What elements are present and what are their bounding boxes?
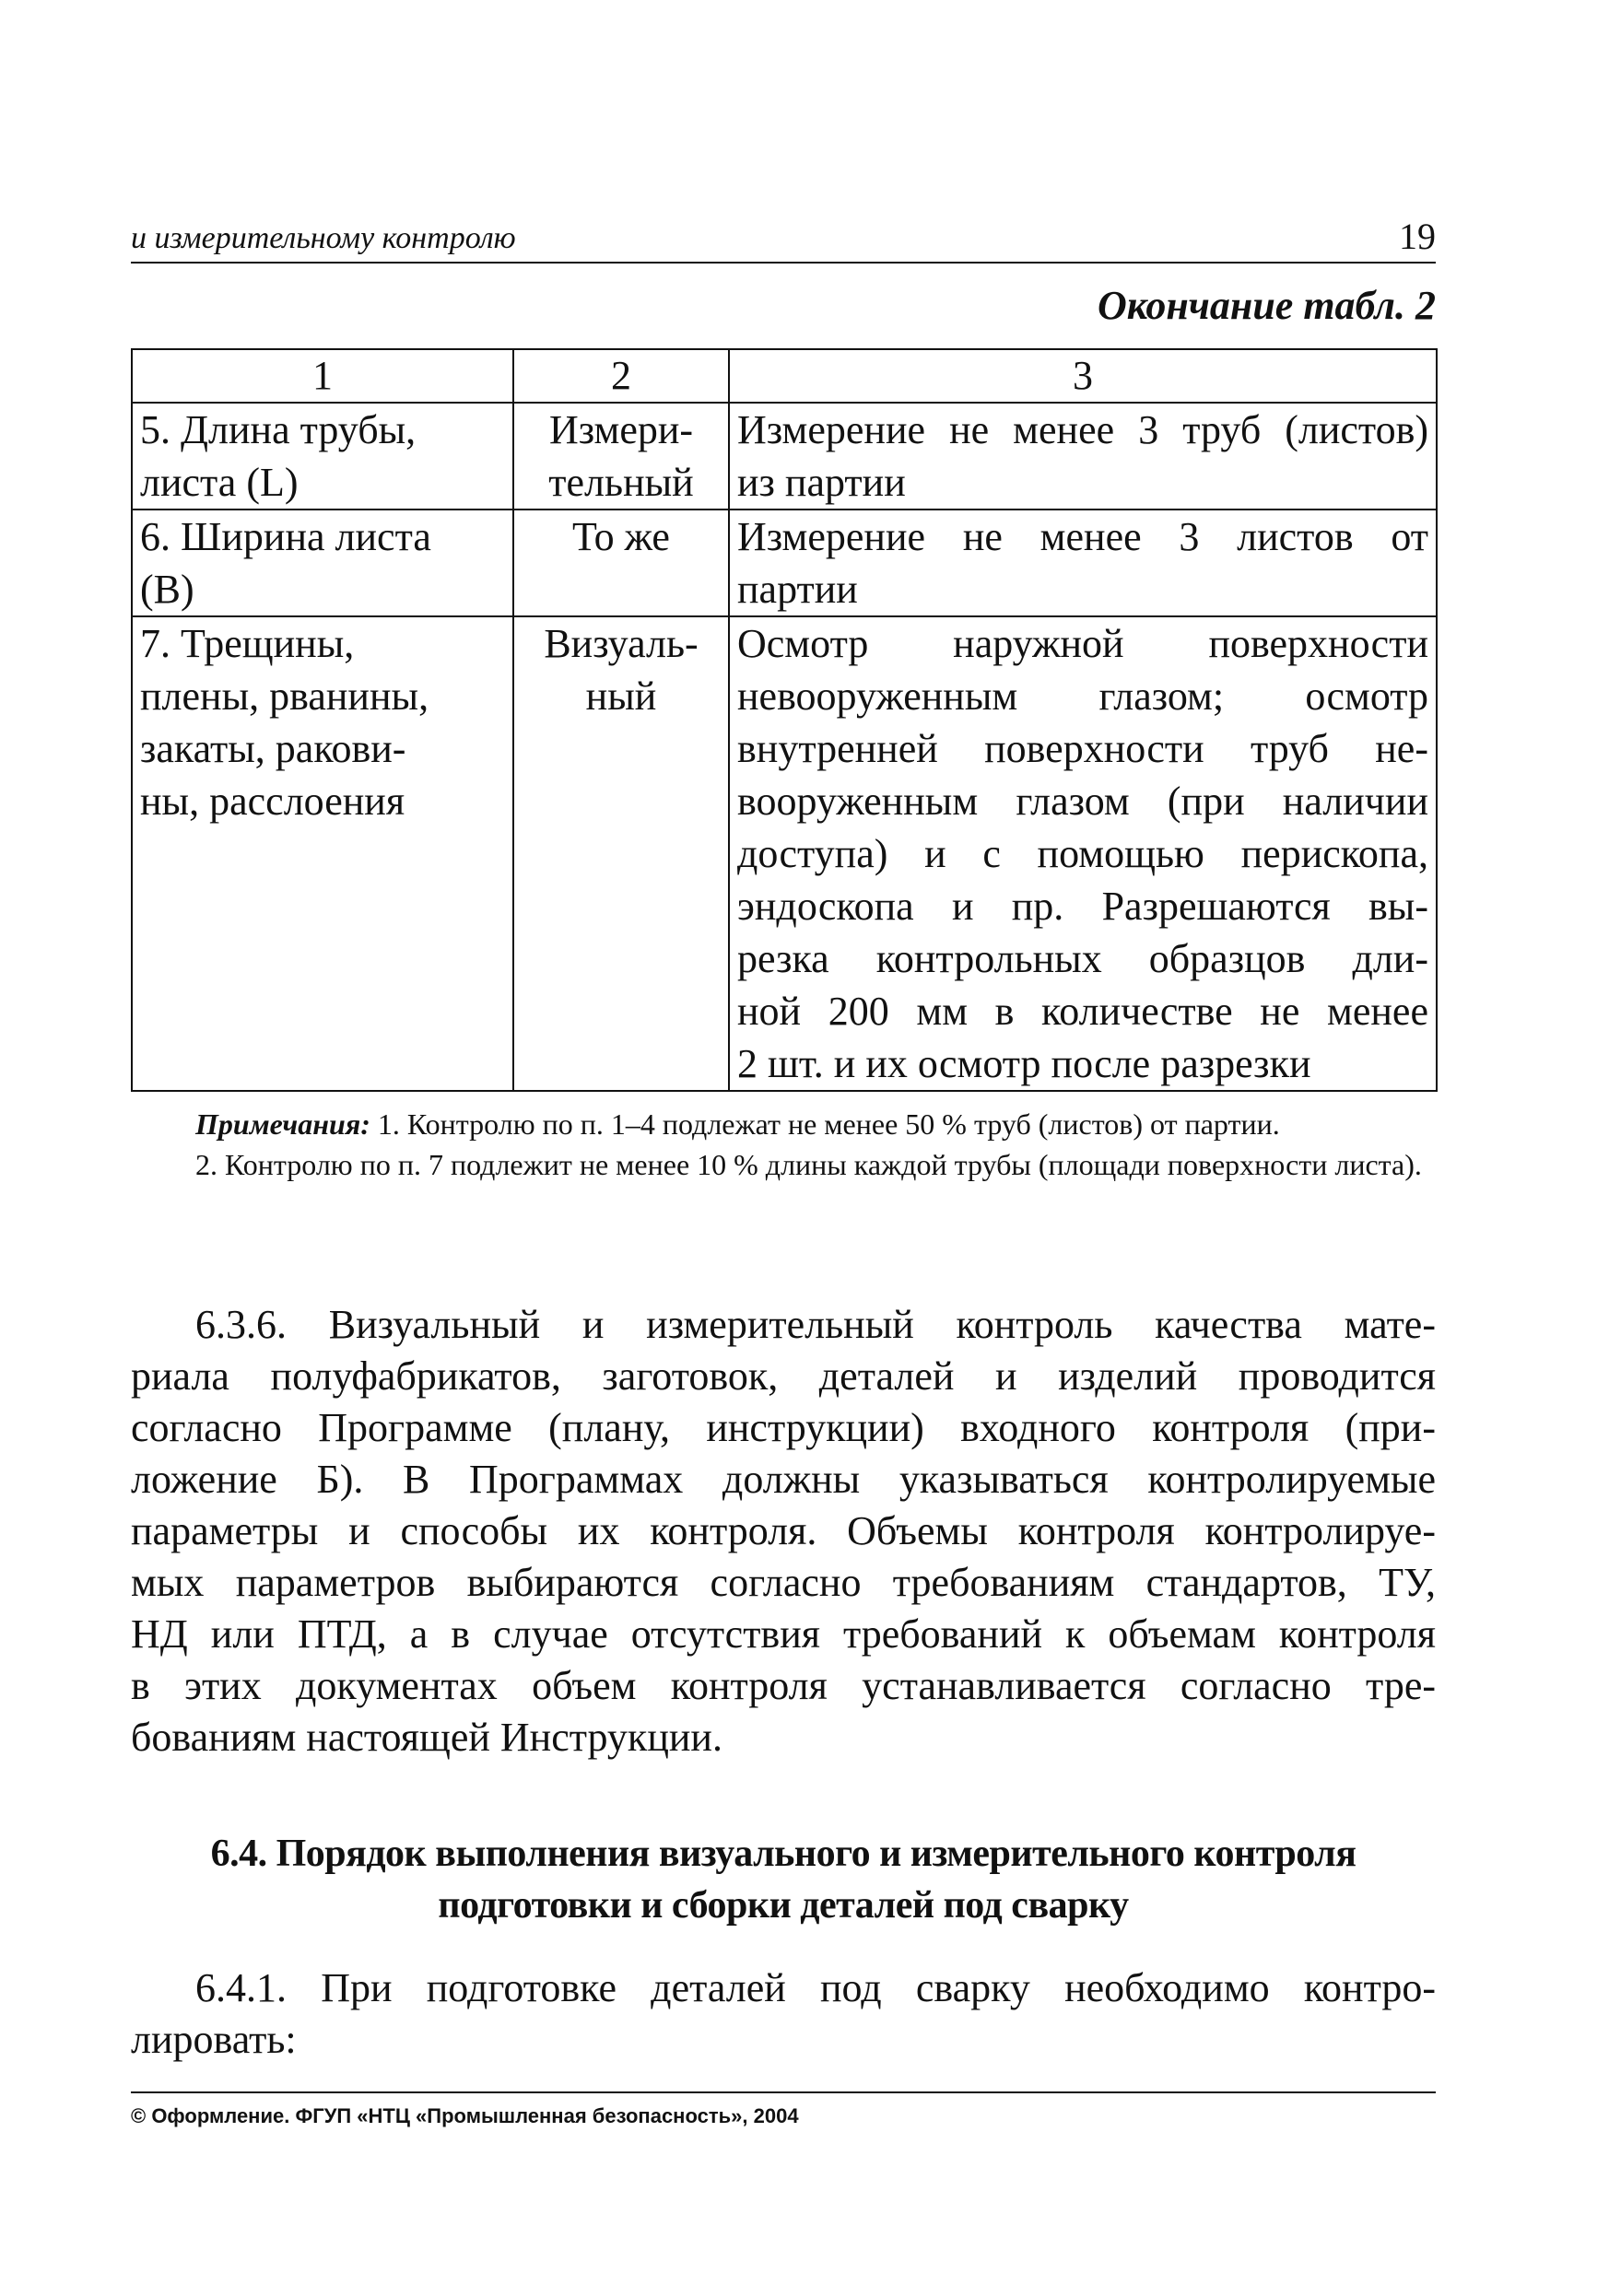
table-notes bbox=[131, 1104, 1436, 1185]
paragraph-line: мых параметров выбираются согласно требованиям стандартов, ТУ, bbox=[131, 1560, 1436, 1605]
page-number: 19 bbox=[1399, 216, 1436, 257]
paragraph-line: согласно Программе (плану, инструкции) входного контроля (при- bbox=[131, 1405, 1436, 1450]
paragraph-line: 6.3.6. Визуальный и измерительный контроль качества мате- bbox=[195, 1302, 1436, 1347]
cell-line: Визуаль- bbox=[544, 621, 699, 666]
parameter-cell bbox=[132, 403, 513, 510]
table-header-row bbox=[132, 349, 1437, 403]
section-heading-6-4 bbox=[131, 1828, 1436, 1931]
cell-line: доступа) и с помощью перископа, bbox=[737, 831, 1428, 876]
cell-line: эндоскопа и пр. Разрешаются вы- bbox=[737, 884, 1428, 929]
cell-line: внутренней поверхности труб не- bbox=[737, 726, 1428, 771]
method-cell bbox=[513, 510, 729, 616]
note-2: 2. Контролю по п. 7 подлежит не менее 10 % длины каждой трубы (площади поверхности листа). bbox=[195, 1148, 1422, 1181]
notes-label: Примечания: bbox=[195, 1107, 370, 1141]
control-table bbox=[131, 348, 1438, 1092]
cell-line: 6. Ширина листа bbox=[140, 514, 431, 559]
cell-line: (B) bbox=[140, 567, 194, 612]
column-number-2: 2 bbox=[513, 349, 729, 403]
cell-line: партии bbox=[737, 567, 858, 612]
cell-line: невооруженным глазом; осмотр bbox=[737, 674, 1428, 719]
method-cell bbox=[513, 616, 729, 1091]
paragraph-line: риала полуфабрикатов, заготовок, деталей и изделий проводится bbox=[131, 1353, 1436, 1399]
note-1-text: 1. Контролю по п. 1–4 подлежат не менее 50 % труб (листов) от партии. bbox=[377, 1107, 1280, 1141]
cell-line: листа (L) bbox=[140, 460, 299, 505]
paragraph-line: бованиям настоящей Инструкции. bbox=[131, 1715, 722, 1760]
cell-line: Измерение не менее 3 труб (листов) bbox=[737, 407, 1428, 452]
paragraph-line: 6.4.1. При подготовке деталей под сварку необходимо контро- bbox=[195, 1965, 1436, 2010]
paragraph-6-3-6 bbox=[131, 1299, 1436, 1763]
cell-line: резка контрольных образцов дли- bbox=[737, 936, 1428, 981]
paragraph-6-4-1 bbox=[131, 1962, 1436, 2066]
cell-line: вооруженным глазом (при наличии bbox=[737, 779, 1428, 824]
cell-line: 5. Длина трубы, bbox=[140, 407, 417, 452]
section-heading-line-2: подготовки и сборки деталей под сварку bbox=[438, 1884, 1129, 1927]
cell-line: из партии bbox=[737, 460, 906, 505]
paragraph-line: лировать: bbox=[131, 2017, 297, 2062]
parameter-cell bbox=[132, 510, 513, 616]
paragraph-line: в этих документах объем контроля устанавливается согласно тре- bbox=[131, 1663, 1436, 1708]
note-1 bbox=[131, 1104, 1436, 1144]
scope-cell bbox=[729, 616, 1437, 1091]
cell-line: Измерение не менее 3 листов от bbox=[737, 514, 1428, 559]
parameter-cell bbox=[132, 616, 513, 1091]
paragraph-line: параметры и способы их контроля. Объемы контроля контролируе- bbox=[131, 1508, 1436, 1553]
method-cell bbox=[513, 403, 729, 510]
cell-line: Измери- bbox=[548, 407, 694, 452]
paragraph-line: ложение Б). В Программах должны указываться контролируемые bbox=[131, 1457, 1436, 1502]
copyright-footer: © Оформление. ФГУП «НТЦ «Промышленная безопасность», 2004 bbox=[131, 2091, 1436, 2128]
paragraph-line: НД или ПТД, а в случае отсутствия требований к объемам контроля bbox=[131, 1611, 1436, 1657]
cell-line: ны, расслоения bbox=[140, 779, 405, 824]
cell-line: тельный bbox=[548, 460, 694, 505]
scope-cell bbox=[729, 403, 1437, 510]
cell-line: 2 шт. и их осмотр после разрезки bbox=[737, 1041, 1311, 1086]
table-row bbox=[132, 510, 1437, 616]
section-heading-line-1: 6.4. Порядок выполнения визуального и измерительного контроля bbox=[210, 1833, 1356, 1875]
cell-line: Осмотр наружной поверхности bbox=[737, 621, 1428, 666]
scope-cell bbox=[729, 510, 1437, 616]
cell-line: плены, рванины, bbox=[140, 674, 429, 719]
column-number-1: 1 bbox=[132, 349, 513, 403]
table-row bbox=[132, 403, 1437, 510]
table-caption: Окончание табл. 2 bbox=[1097, 283, 1436, 328]
table-row bbox=[132, 616, 1437, 1091]
cell-line: ной 200 мм в количестве не менее bbox=[737, 989, 1428, 1034]
running-header-title: и измерительному контролю bbox=[131, 221, 516, 255]
cell-line: То же bbox=[572, 514, 670, 559]
running-header bbox=[131, 214, 1436, 264]
cell-line: закаты, ракови- bbox=[140, 726, 406, 771]
cell-line: ный bbox=[585, 674, 657, 719]
cell-line: 7. Трещины, bbox=[140, 621, 355, 666]
column-number-3: 3 bbox=[729, 349, 1437, 403]
